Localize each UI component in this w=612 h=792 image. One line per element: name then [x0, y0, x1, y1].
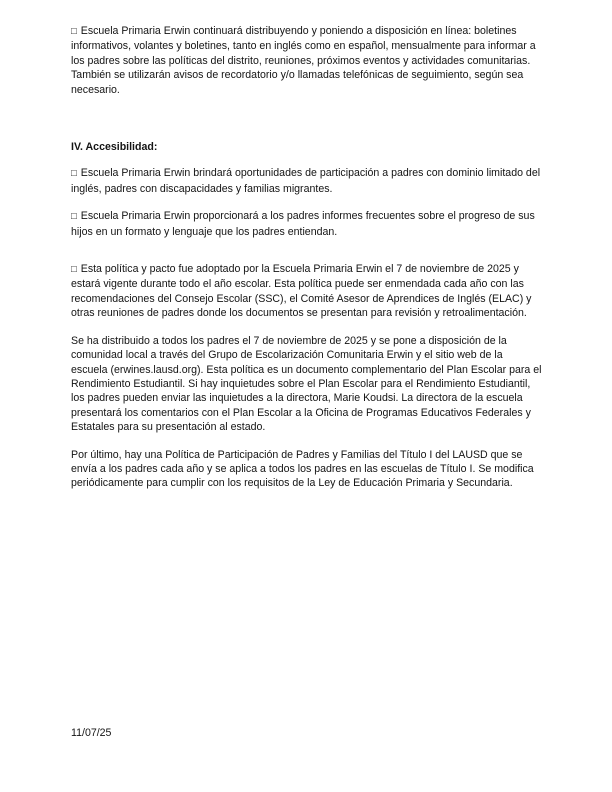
- adoption-paragraph: [71, 262, 542, 321]
- checkbox-icon: □: [71, 25, 77, 37]
- checkbox-icon: □: [71, 263, 77, 275]
- checkbox-icon: □: [71, 167, 77, 179]
- checkbox-icon: □: [71, 210, 77, 222]
- accessibility-item-2: [71, 209, 542, 239]
- closing-paragraph: Por último, hay una Política de Participación de Padres y Familias del Título I del LAUSD que se envía a los padres cada año y se aplica a todos los padres en las escuelas de Título I. Se modifica periódicamente para cumplir con los requisitos de la Ley de Educación Primaria y Secundaria.: [71, 448, 534, 490]
- section-heading-accessibility: IV. Accesibilidad:: [71, 141, 158, 154]
- intro-paragraph: [71, 24, 542, 97]
- intro-paragraph-text: Escuela Primaria Erwin continuará distribuyendo y poniendo a disposición en línea: boletines informativos, volantes y boletines, tanto en inglés como en español, mensualmente para informar a los padres sobre las políticas del distrito, reuniones, próximos eventos y actividades comunitarias. También se utilizarán avisos de recordatorio y/o llamadas telefónicas de seguimiento, según sea necesario.: [71, 25, 536, 96]
- adoption-paragraph-text: Esta política y pacto fue adoptado por la Escuela Primaria Erwin el 7 de noviembre de 2025 y estará vigente durante todo el año escolar. Esta política puede ser enmendada cada año con las recomendaciones del Consejo Escolar (SSC), el Comité Asesor de Aprendices de Inglés (ELAC) y otras reuniones de padres donde los documentos se presentan para revisión y retroalimentación.: [71, 263, 532, 320]
- accessibility-item-2-text: Escuela Primaria Erwin proporcionará a los padres informes frecuentes sobre el progreso de sus hijos en un formato y lenguaje que los padres entiendan.: [71, 210, 535, 238]
- accessibility-item-1: [71, 166, 542, 196]
- distribution-paragraph: Se ha distribuido a todos los padres el 7 de noviembre de 2025 y se pone a disposición de la comunidad local a través del Grupo de Escolarización Comunitaria Erwin y el sitio web de la escuela (erwines.lausd.org). Esta política es un documento complementario del Plan Escolar para el Rendimiento Estudiantil. Si hay inquietudes sobre el Plan Escolar para el Rendimiento Estudiantil, los padres pueden enviar las inquietudes a la directora, Marie Koudsi. La directora de la escuela presentará los comentarios con el Plan Escolar a la Oficina de Programas Educativos Federales y Estatales para su presentación al estado.: [71, 334, 542, 434]
- footer-date: 11/07/25: [71, 727, 112, 739]
- accessibility-item-1-text: Escuela Primaria Erwin brindará oportunidades de participación a padres con dominio limitado del inglés, padres con discapacidades y familias migrantes.: [71, 167, 541, 195]
